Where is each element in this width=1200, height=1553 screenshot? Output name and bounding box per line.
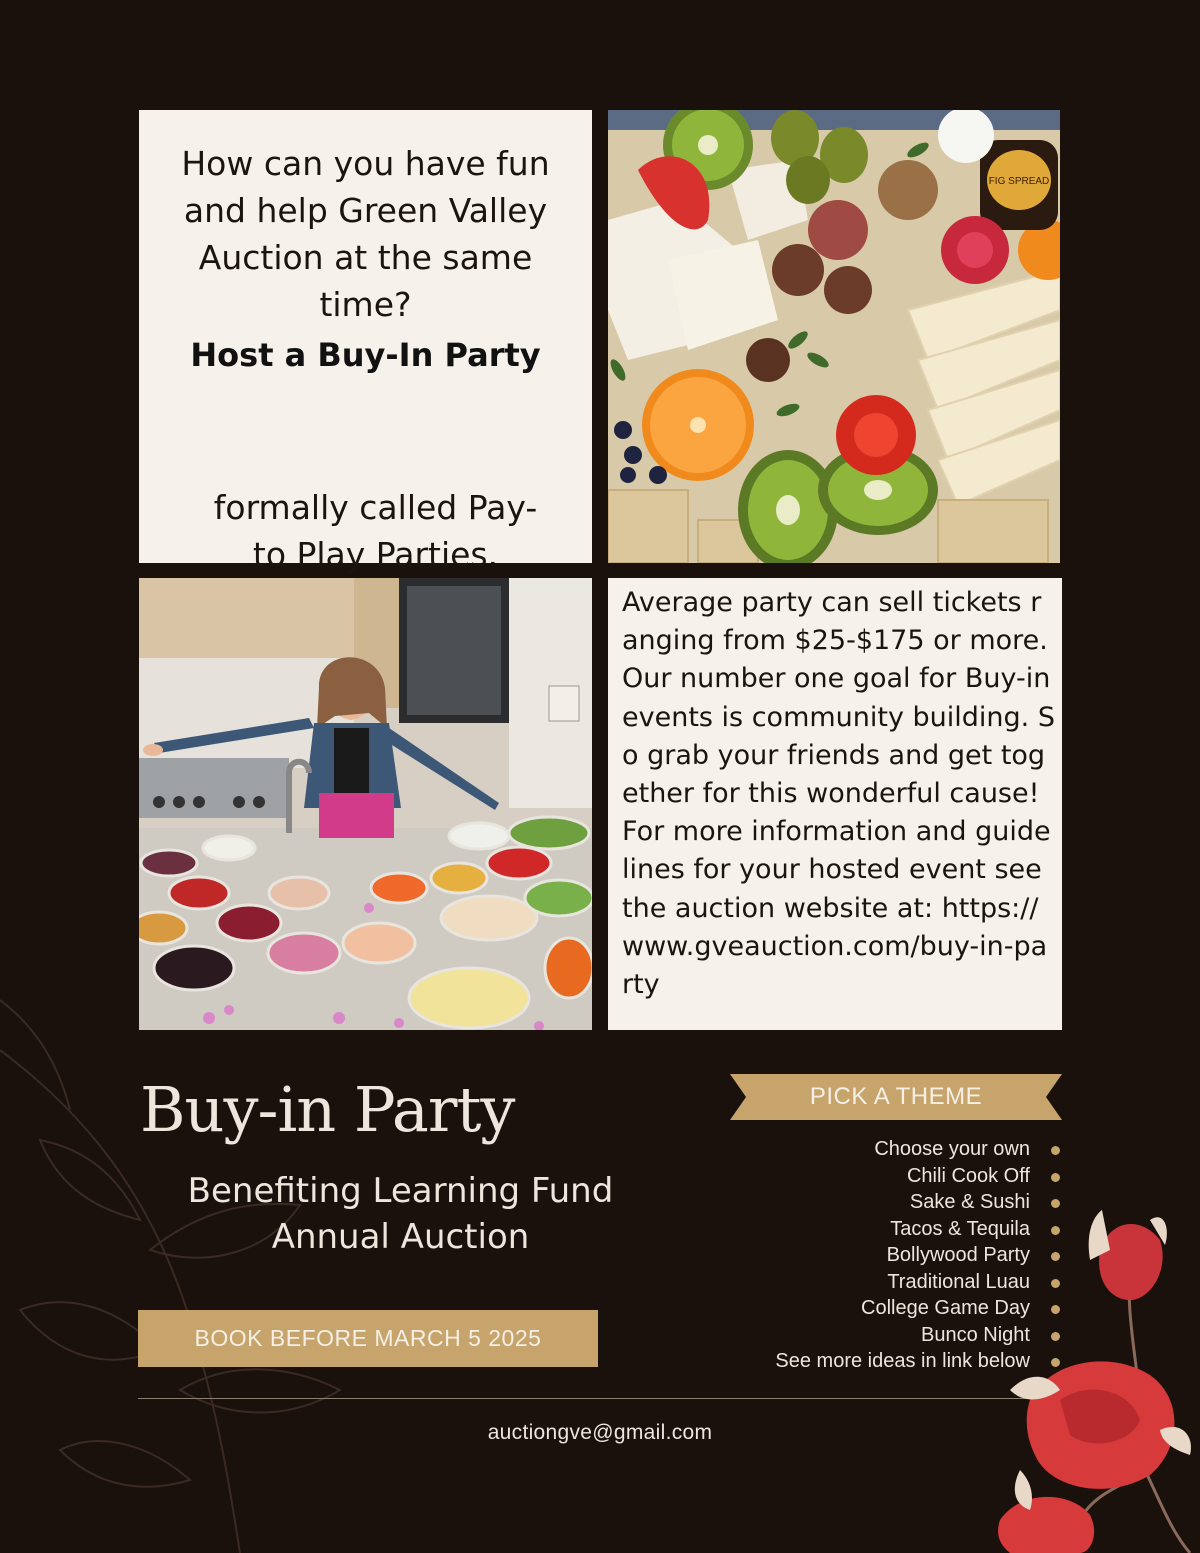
theme-item-label: See more ideas in link below [775,1350,1030,1372]
theme-item-label: Chili Cook Off [906,1164,1030,1187]
contact-email[interactable]: auctiongve@gmail.com [487,1421,713,1444]
event-subtitle: Benefiting Learning Fund Annual Auction [187,1171,614,1257]
jar-label: FIG SPREAD [988,176,1050,187]
event-title: Buy-in Party [140,1073,515,1146]
theme-item [700,1136,1060,1163]
theme-heading: PICK A THEME [809,1083,983,1110]
info-card [608,578,1062,1030]
party-buffet-icon [139,578,592,1030]
party-buffet-photo [139,578,592,1030]
book-before-badge: BOOK BEFORE MARCH 5 2025 [138,1310,598,1367]
rose-decoration-icon [990,1200,1200,1553]
charcuterie-board-photo [608,110,1060,563]
intro-question: How can you have fun and help Green Valley Auction at the same time? [181,144,550,324]
theme-item-label: Choose your own [874,1138,1030,1160]
theme-item-label: Bollywood Party [886,1244,1030,1266]
info-text: Average party can sell tickets ranging from $25-$175 or more. Our number one goal for Buy-in events is community building. So grab your friends and get together for this wonderful cause! For more information and guidelines for your hosted event see the auction website at: https://www.gveauction.com/buy-in-party [622,587,1055,1001]
bullet-dot-icon [1051,1146,1060,1155]
theme-item-label: College Game Day [861,1297,1030,1319]
theme-item-label: Sake & Sushi [909,1191,1030,1213]
theme-item-label: Traditional Luau [887,1270,1030,1293]
theme-item-label: Tacos & Tequila [890,1217,1030,1240]
theme-item [700,1163,1060,1190]
bullet-dot-icon [1051,1173,1060,1182]
intro-headline: Host a Buy-In Party [190,336,541,374]
charcuterie-board-icon [608,110,1060,563]
theme-item-label: Bunco Night [921,1323,1030,1346]
intro-subline: formally called Pay-to Play Parties. [213,488,538,574]
intro-card [139,110,592,574]
divider [138,1398,1062,1399]
